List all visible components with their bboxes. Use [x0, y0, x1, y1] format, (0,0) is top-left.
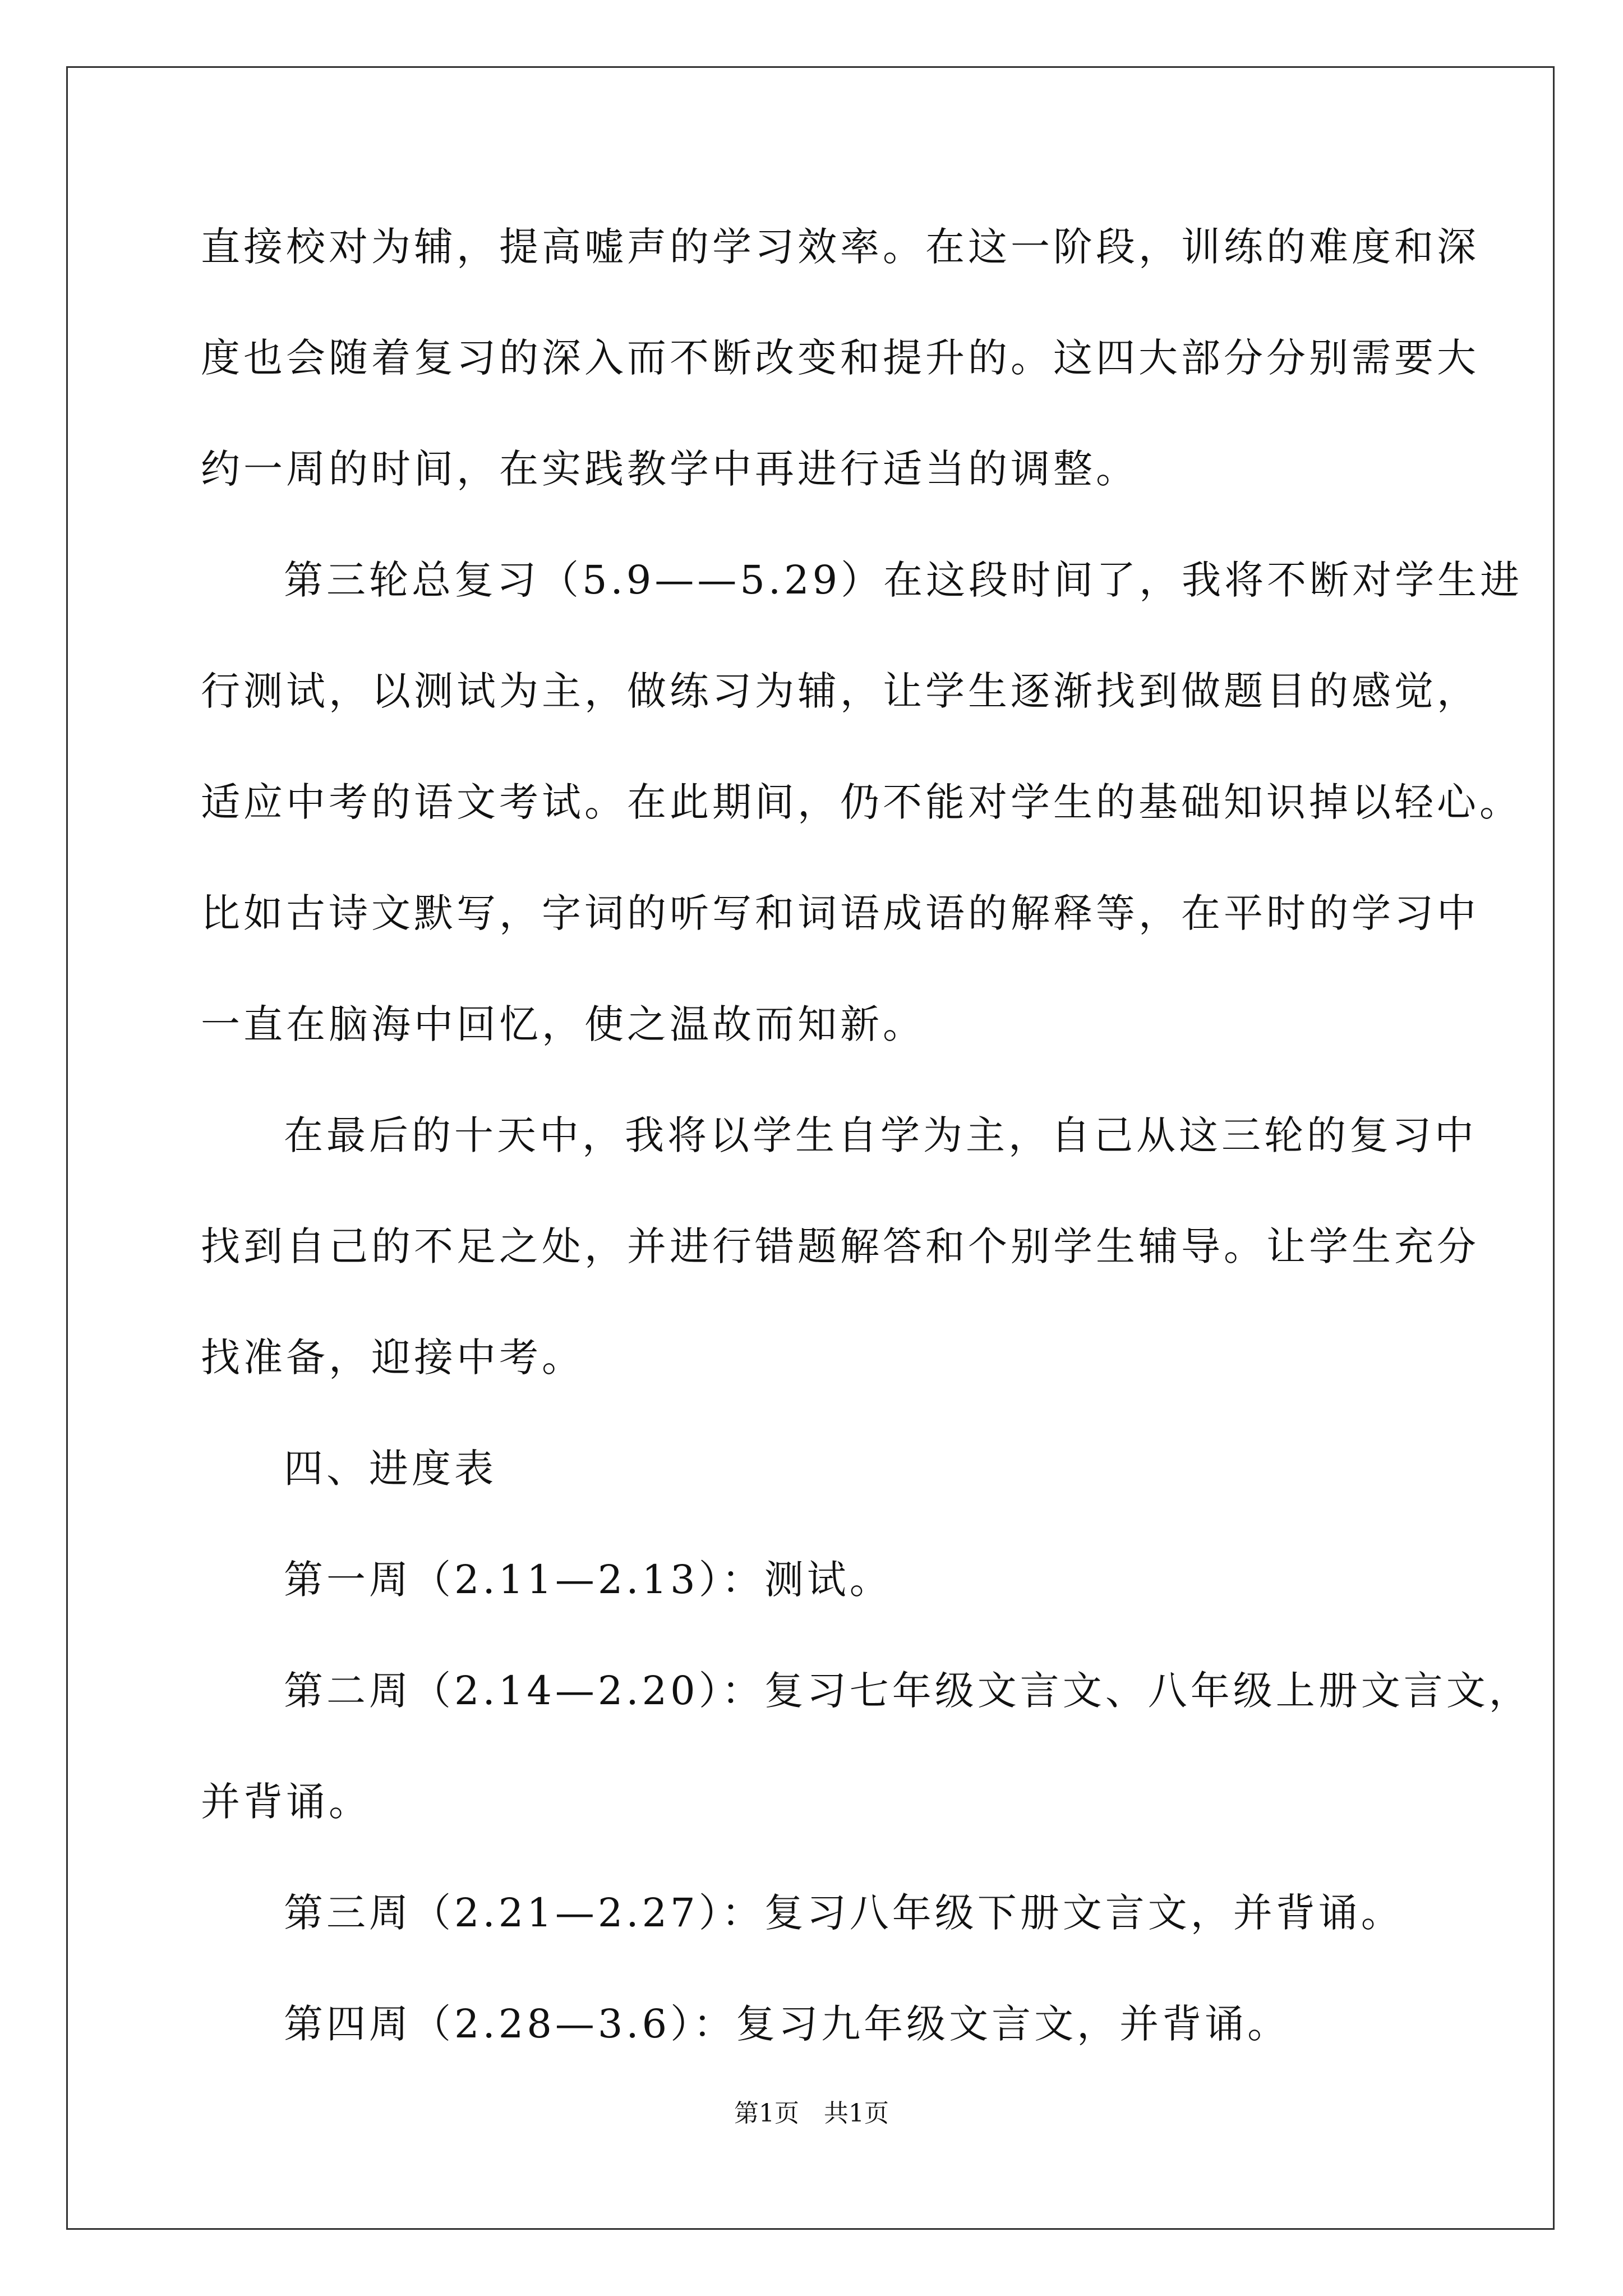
schedule-item: 第一周（2.11—2.13）：测试。 — [284, 1557, 892, 1603]
schedule-item: 第二周（2.14—2.20）：复习七年级文言文、八年级上册文言文， — [284, 1668, 1532, 1714]
paragraph-start-line: 第三轮总复习（5.9——5.29）在这段时间了，我将不断对学生进 — [284, 557, 1523, 603]
body-line: 行测试，以测试为主，做练习为辅，让学生逐渐找到做题目的感觉， — [201, 668, 1479, 714]
body-line: 度也会随着复习的深入而不断改变和提升的。这四大部分分别需要大 — [201, 335, 1479, 381]
schedule-item: 第四周（2.28—3.6）：复习九年级文言文，并背诵。 — [284, 2001, 1290, 2047]
body-line: 比如古诗文默写，字词的听写和词语成语的解释等，在平时的学习中 — [201, 890, 1479, 936]
schedule-item: 第三周（2.21—2.27）：复习八年级下册文言文，并背诵。 — [284, 1890, 1404, 1936]
schedule-item-continuation: 并背诵。 — [201, 1779, 371, 1825]
page-number-footer: 第1页 共1页 — [734, 2099, 889, 2128]
section-heading: 四、进度表 — [284, 1446, 497, 1492]
body-line: 约一周的时间，在实践教学中再进行适当的调整。 — [201, 446, 1138, 492]
body-line: 直接校对为辅，提高嘘声的学习效率。在这一阶段，训练的难度和深 — [201, 224, 1479, 270]
paragraph-start-line: 在最后的十天中，我将以学生自学为主，自己从这三轮的复习中 — [284, 1112, 1477, 1158]
body-line: 适应中考的语文考试。在此期间，仍不能对学生的基础知识掉以轻心。 — [201, 779, 1522, 825]
body-line: 找准备，迎接中考。 — [201, 1335, 584, 1381]
body-line: 一直在脑海中回忆，使之温故而知新。 — [201, 1001, 925, 1047]
body-line: 找到自己的不足之处，并进行错题解答和个别学生辅导。让学生充分 — [201, 1223, 1479, 1269]
